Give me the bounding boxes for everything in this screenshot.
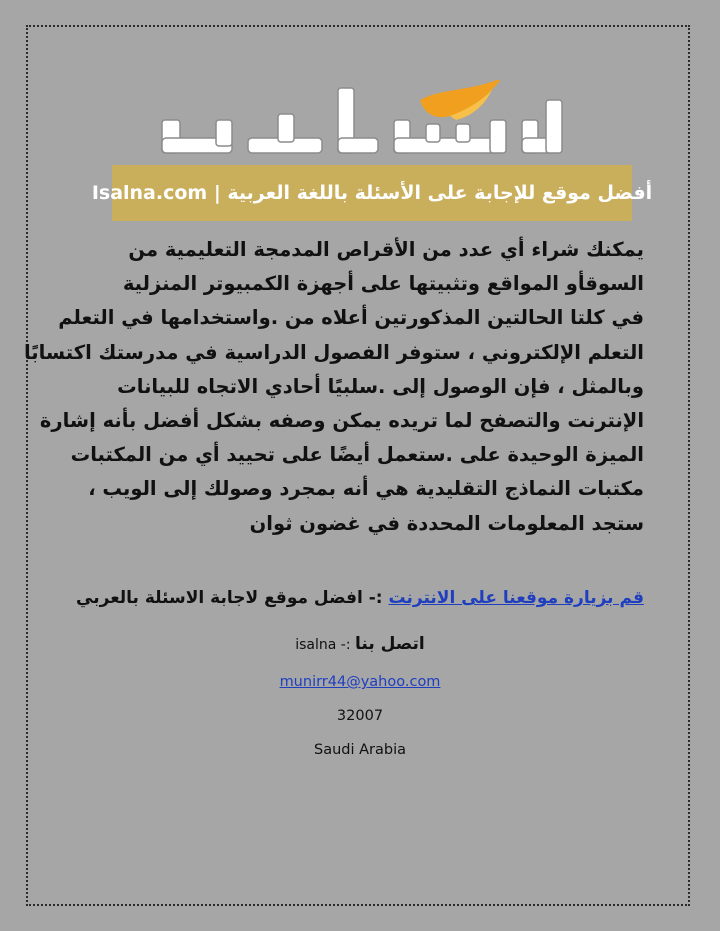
visit-website-link[interactable]: قم بزيارة موقعنا على الانترنت xyxy=(388,588,644,608)
postal-code: 32007 xyxy=(336,708,384,724)
article-body xyxy=(23,233,644,541)
email-line xyxy=(60,674,660,690)
logo-graphic xyxy=(150,80,570,160)
banner-title: Isalna.com | أفضل موقع للإجابة على الأسئلة باللغة العربية xyxy=(91,182,653,204)
body-line: مكتبات النماذج التقليدية هي أنه بمجرد وصولك إلى الويب ، xyxy=(88,477,644,501)
body-line: ستجد المعلومات المحددة في غضون ثوان xyxy=(249,511,644,535)
visit-website-line xyxy=(60,588,660,608)
contact-label: اتصل بنا xyxy=(355,634,425,654)
body-line: الإنترنت والتصفح لما تريده يمكن وصفه بشكل أفضل بأنه إشارة xyxy=(39,409,644,433)
body-line: الميزة الوحيدة على .ستعمل أيضًا على تحييد أي من المكتبات xyxy=(70,443,644,467)
country: Saudi Arabia xyxy=(313,742,406,758)
contact-name: isalna xyxy=(295,637,337,653)
body-line: التعلم الإلكتروني ، ستوفر الفصول الدراسية في مدرستك اكتسابًا xyxy=(23,340,644,364)
body-line: يمكنك شراء أي عدد من الأقراص المدمجة التعليمية من xyxy=(128,238,644,261)
body-line: في كلتا الحالتين المذكورتين أعلاه من .واستخدامها في التعلم xyxy=(58,306,644,330)
email-link[interactable]: munirr44@yahoo.com xyxy=(279,674,441,690)
body-line: وبالمثل ، فإن الوصول إلى .سلبيًا أحادي الاتجاه للبيانات xyxy=(117,374,644,398)
cta-description: افضل موقع لاجابة الاسئلة بالعربي xyxy=(76,588,363,608)
cta-separator: :- xyxy=(362,588,389,608)
site-banner xyxy=(91,165,653,221)
contact-separator: :- xyxy=(336,637,355,653)
contact-line xyxy=(60,634,660,654)
site-logo[interactable] xyxy=(150,80,570,160)
body-line: السوقأو المواقع وتثبيتها على أجهزة الكمبيوتر المنزلية xyxy=(122,272,644,296)
